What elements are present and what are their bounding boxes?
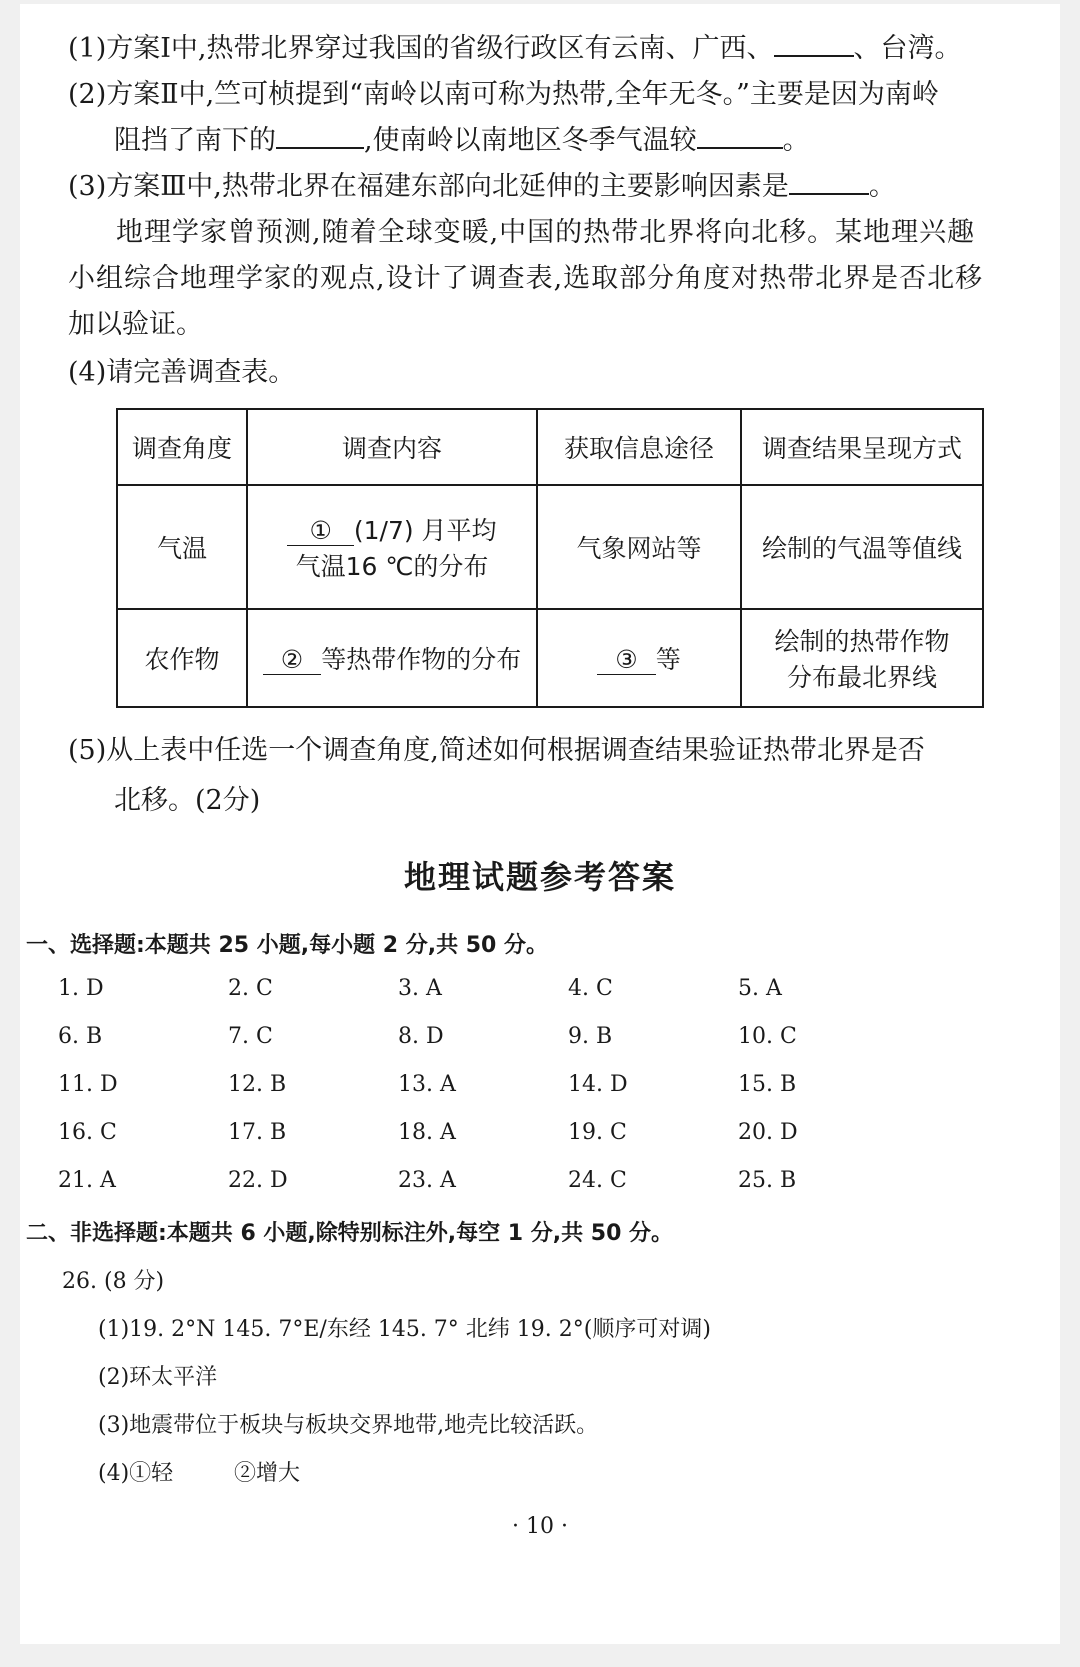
choice-answer: 20. D	[738, 1120, 798, 1145]
source-cell	[537, 609, 741, 707]
q26-answer-3: (3)地震带位于板块与板块交界地带,地壳比较活跃。	[98, 1413, 599, 1438]
source-text: 等	[655, 645, 681, 674]
result-line-2: 分布最北界线	[786, 663, 937, 692]
choice-answer: 10. C	[738, 1024, 797, 1049]
q26-answer-1: (1)19. 2°N 145. 7°E/东经 145. 7° 北纬 19. 2°(顺序可对调)	[98, 1317, 711, 1342]
choice-answer: 15. B	[738, 1072, 797, 1097]
choice-answer: 6. B	[58, 1024, 103, 1049]
question-5-line2: 北移。(2分)	[114, 785, 261, 816]
table-row	[117, 485, 983, 609]
content-line-1	[256, 511, 528, 547]
document-page	[20, 4, 1060, 1644]
choice-answer: 18. A	[398, 1120, 456, 1145]
choice-answer: 2. C	[228, 976, 273, 1001]
choice-answer: 22. D	[228, 1168, 288, 1193]
q2-suffix: 。	[782, 125, 810, 156]
question-5: (5)从上表中任选一个调查角度,简述如何根据调查结果验证热带北界是否	[68, 735, 925, 766]
choice-answer: 14. D	[568, 1072, 628, 1097]
choice-answer: 9. B	[568, 1024, 613, 1049]
q2-prefix: 阻挡了南下的	[114, 125, 276, 156]
q3-suffix: 。	[868, 171, 896, 202]
q26-answer-4a: (4)①轻	[98, 1461, 174, 1486]
choice-answer: 3. A	[398, 976, 442, 1001]
content-cell	[247, 609, 537, 707]
choice-answer: 19. C	[568, 1120, 627, 1145]
table-header-row	[117, 409, 983, 485]
header-cell: 调查角度	[117, 409, 247, 485]
answers-title: 地理试题参考答案	[403, 858, 676, 896]
choice-answer: 24. C	[568, 1168, 627, 1193]
choice-answer: 8. D	[398, 1024, 444, 1049]
choice-answer: 11. D	[58, 1072, 118, 1097]
q26-answer-2: (2)环太平洋	[98, 1365, 218, 1390]
answer-blank	[697, 123, 783, 149]
content-cell	[247, 485, 537, 609]
blank-3: ③	[597, 645, 655, 675]
answer-blank	[774, 31, 854, 57]
content-text: (1/7) 月平均	[353, 516, 497, 545]
page-number: · 10 ·	[512, 1514, 568, 1539]
answer-blank	[276, 123, 364, 149]
question-3	[68, 168, 896, 206]
choice-answer: 16. C	[58, 1120, 117, 1145]
answer-blank	[789, 169, 869, 195]
choice-answer: 21. A	[58, 1168, 116, 1193]
question-2: (2)方案Ⅱ中,竺可桢提到“南岭以南可称为热带,全年无冬。”主要是因为南岭	[68, 79, 939, 110]
content-text: 等热带作物的分布	[321, 645, 522, 674]
header-cell: 获取信息途径	[537, 409, 741, 485]
choice-answer: 23. A	[398, 1168, 456, 1193]
q2-mid: ,使南岭以南地区冬季气温较	[364, 125, 697, 156]
content-line-2: 气温16 ℃的分布	[295, 552, 489, 581]
blank-1: ①	[287, 516, 353, 546]
q26-heading: 26. (8 分)	[62, 1269, 165, 1294]
result-cell	[741, 609, 983, 707]
header-cell: 调查结果呈现方式	[741, 409, 983, 485]
choice-answer: 1. D	[58, 976, 104, 1001]
choice-answer: 7. C	[228, 1024, 273, 1049]
angle-cell: 农作物	[117, 609, 247, 707]
q1-text: (1)方案Ⅰ中,热带北界穿过我国的省级行政区有云南、广西、	[68, 33, 774, 64]
intro-line-3: 加以验证。	[68, 309, 203, 340]
intro-line-2: 小组综合地理学家的观点,设计了调查表,选取部分角度对热带北界是否北移	[68, 263, 984, 294]
angle-cell: 气温	[117, 485, 247, 609]
q1-suffix: 、台湾。	[853, 33, 962, 64]
blank-2: ②	[263, 645, 321, 675]
intro-line-1: 地理学家曾预测,随着全球变暖,中国的热带北界将向北移。某地理兴趣	[116, 217, 976, 248]
choice-answer: 12. B	[228, 1072, 287, 1097]
header-cell: 调查内容	[247, 409, 537, 485]
table-row	[117, 609, 983, 707]
choice-answer: 4. C	[568, 976, 613, 1001]
question-4: (4)请完善调查表。	[68, 357, 296, 388]
question-2-line2	[114, 122, 810, 160]
result-line-1: 绘制的热带作物	[774, 627, 950, 656]
survey-table	[116, 408, 984, 708]
q26-answer-4b: ②增大	[234, 1461, 301, 1486]
choice-answer: 25. B	[738, 1168, 797, 1193]
choice-answer: 13. A	[398, 1072, 456, 1097]
choice-answer: 17. B	[228, 1120, 287, 1145]
section-1-heading: 一、选择题:本题共 25 小题,每小题 2 分,共 50 分。	[26, 933, 549, 958]
source-cell: 气象网站等	[537, 485, 741, 609]
q3-text: (3)方案Ⅲ中,热带北界在福建东部向北延伸的主要影响因素是	[68, 171, 789, 202]
section-2-heading: 二、非选择题:本题共 6 小题,除特别标注外,每空 1 分,共 50 分。	[26, 1221, 674, 1246]
result-cell: 绘制的气温等值线	[741, 485, 983, 609]
question-1	[68, 30, 962, 68]
choice-answer: 5. A	[738, 976, 782, 1001]
